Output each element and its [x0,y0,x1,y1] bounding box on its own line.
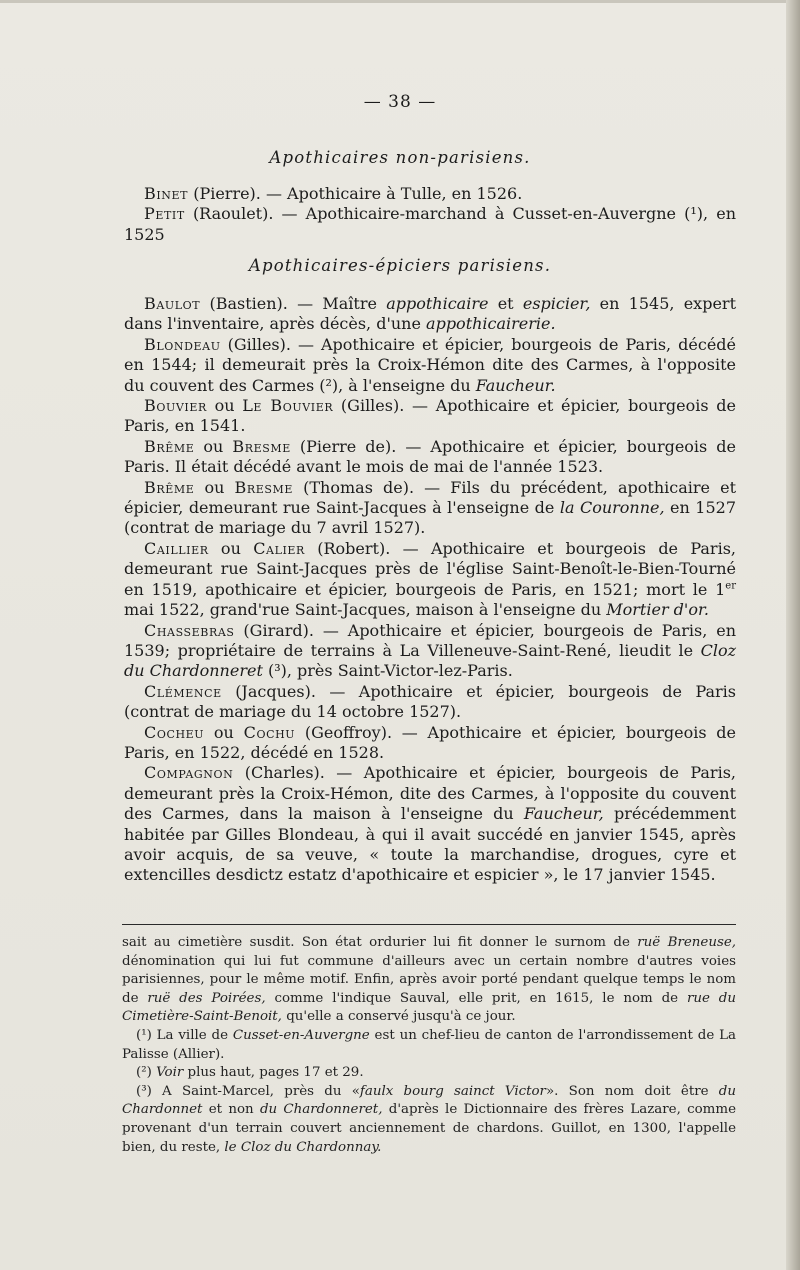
entry-breme-thomas: Brême ou Bresme (Thomas de). — Fils du précédent, apothicaire et épicier, demeurant rue Saint-Jacques à l'enseigne de la Couronne, en 1527 (contrat de mariage du 7 avril 1527). [124,477,737,538]
entries-parisiens [124,294,736,886]
entry-breme-pierre: Brême ou Bresme (Pierre de). — Apothicaire et épicier, bourgeois de Paris. Il était décédé avant le mois de mai de l'année 1523. [124,436,736,477]
top-border [0,0,800,3]
entry-chassebras: Chassebras (Girard). — Apothicaire et épicier, bourgeois de Paris, en 1539; propriétaire de terrains à La Villeneuve-Saint-René, lieudit le Cloz du Chardonneret (³), près Saint-Victor-lez-Paris. [124,620,736,681]
entry-compagnon: Compagnon (Charles). — Apothicaire et épicier, bourgeois de Paris, demeurant près la Croix-Hémon, dite des Carmes, à l'opposite du couvent des Carmes, dans la maison à l'enseigne du Faucheur, précédemment habitée par Gilles Blondeau, à qui il avait succédé en janvier 1545, après avoir acquis, de sa veuve, « toute la marchandise, drogues, cyre et extencilles desdictz estatz d'apothicaire et espicier », le 17 janvier 1545. [124,763,736,885]
entry-baulot: Baulot (Bastien). — Maître appothicaire et espicier, en 1545, expert dans l'inventaire, après décès, d'une appothicairerie. [124,294,736,334]
entry-clemence: Clémence (Jacques). — Apothicaire et épicier, bourgeois de Paris (contrat de mariage du 14 octobre 1527). [124,681,736,722]
entry-blondeau: Blondeau (Gilles). — Apothicaire et épicier, bourgeois de Paris, décédé en 1544; il demeurait près la Croix-Hémon dite des Carmes, à l'opposite du couvent des Carmes (²), à l'enseigne du Faucheur. [124,334,736,395]
entry-bouvier: Bouvier ou Le Bouvier (Gilles). — Apothicaire et épicier, bourgeois de Paris, en 1541. [124,396,736,436]
page-number: — 38 — [363,92,437,112]
footnote-1: (¹) La ville de Cusset-en-Auvergne est un chef-lieu de canton de l'arrondissement de La Palisse (Allier). [122,1027,736,1062]
entry-binet: Binet (Pierre). — Apothicaire à Tulle, en 1526. [144,184,523,203]
entry-caillier: Caillier ou Calier (Robert). — Apothicaire et bourgeois de Paris, demeurant rue Saint-Jacques près de l'église Saint-Benoît-le-Bien-Tourné en 1519, apothicaire et épicier, bourgeois de Paris, en 1521; mort le 1er mai 1522, grand'rue Saint-Jacques, maison à l'enseigne du Mortier d'or. [124,538,736,620]
footnote-3: (³) A Saint-Marcel, près du «faulx bourg sainct Victor». Son nom doit être du Chardonnet et non du Chardonneret, d'après le Dictionnaire des frères Lazare, comme provenant d'un terrain couvert anciennement de chardons. Guillot, en 1300, l'appelle bien, du reste, le Cloz du Chardonnay. [122,1083,736,1155]
entry-name: Petit [144,204,185,224]
section-title-parisiens: Apothicaires-épiciers parisiens. [248,256,552,275]
section-parisiens [0,256,800,275]
footnote-continuation: sait au cimetière susdit. Son état ordurier lui fit donner le surnom de ruë Breneuse, dénomination qui lui fut commune d'ailleurs avec un certain nombre d'autres voies parisiennes, pour le même motif. Enfin, après avoir porté pendant quelque temps le nom de ruë des Poirées, comme l'indique Sauval, elle prit, en 1615, le nom de rue du Cimetière-Saint-Benoit, qu'elle a conservé jusqu'à ce jour. [122,935,736,1025]
entry-petit: Petit (Raoulet). — Apothicaire-marchand à Cusset-en-Auvergne (¹), en 1525 [124,204,736,244]
footnote-2: (²) Voir plus haut, pages 17 et 29. [136,1065,364,1081]
section-title-non-parisiens: Apothicaires non-parisiens. [269,148,531,167]
section-non-parisiens [0,148,800,167]
entries-non-parisiens [124,184,736,245]
footnotes [122,934,736,1157]
page-edge [786,0,800,1270]
entry-cocheu: Cocheu ou Cochu (Geoffroy). — Apothicaire et épicier, bourgeois de Paris, en 1522, décédé en 1528. [124,722,737,762]
entry-name: Binet [144,184,189,203]
footnote-divider [122,924,736,925]
